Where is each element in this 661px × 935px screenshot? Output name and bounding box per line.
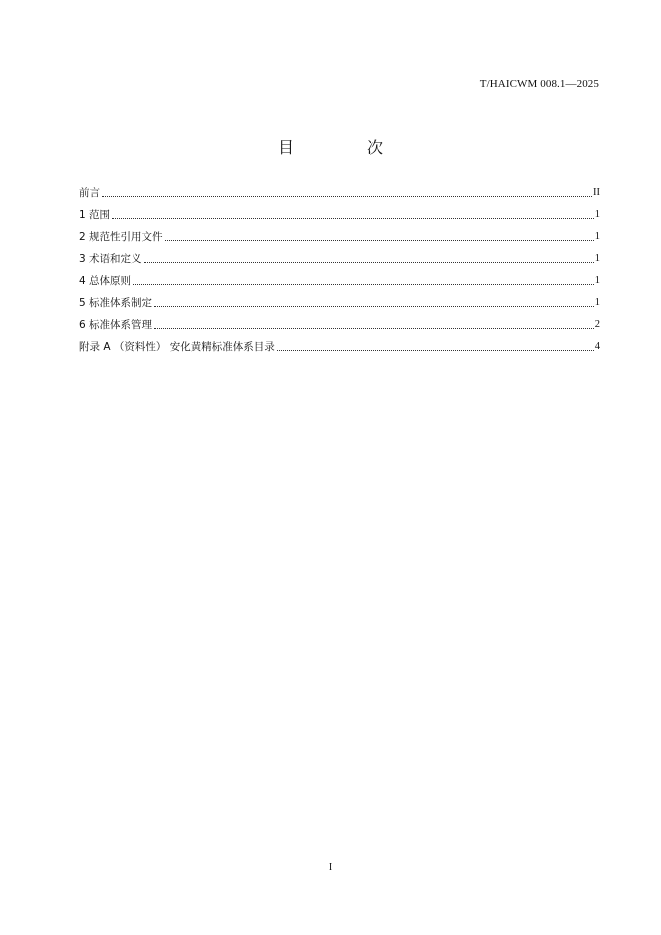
toc-list xyxy=(79,178,600,354)
page-number: I xyxy=(328,862,333,873)
toc-entry-label: 5 标准体系制定 xyxy=(79,297,153,309)
toc-entry-foreword[interactable] xyxy=(79,178,600,200)
toc-entry-page: 2 xyxy=(594,319,600,330)
toc-entry-page: II xyxy=(593,187,600,198)
toc-dot-leader xyxy=(277,349,594,351)
toc-entry-page: 1 xyxy=(594,297,600,308)
toc-dot-leader xyxy=(154,305,594,307)
toc-entry-appendix-a[interactable] xyxy=(79,332,600,354)
toc-entry-normative-references[interactable] xyxy=(79,222,600,244)
toc-entry-label: 附录 A （资料性） 安化黄精标准体系目录 xyxy=(79,341,275,353)
toc-dot-leader xyxy=(112,217,594,219)
toc-entry-label: 6 标准体系管理 xyxy=(79,319,153,331)
toc-entry-label: 1 范围 xyxy=(79,209,111,221)
toc-entry-terms[interactable] xyxy=(79,244,600,266)
toc-entry-label: 3 术语和定义 xyxy=(79,253,142,265)
toc-dot-leader xyxy=(102,195,592,197)
toc-entry-page: 4 xyxy=(594,341,600,352)
toc-entry-system-management[interactable] xyxy=(79,310,600,332)
toc-entry-scope[interactable] xyxy=(79,200,600,222)
toc-dot-leader xyxy=(133,283,594,285)
document-code: T/HAICWM 008.1—2025 xyxy=(479,78,599,90)
toc-entry-page: 1 xyxy=(594,231,600,242)
toc-title: 目 次 xyxy=(277,138,418,157)
toc-dot-leader xyxy=(154,327,594,329)
toc-entry-label: 4 总体原则 xyxy=(79,275,132,287)
toc-entry-system-formulation[interactable] xyxy=(79,288,600,310)
toc-dot-leader xyxy=(165,239,594,241)
toc-entry-label: 前言 xyxy=(79,187,100,199)
toc-entry-page: 1 xyxy=(594,209,600,220)
toc-entry-page: 1 xyxy=(594,275,600,286)
toc-entry-page: 1 xyxy=(594,253,600,264)
toc-dot-leader xyxy=(144,261,594,263)
toc-entry-principles[interactable] xyxy=(79,266,600,288)
toc-entry-label: 2 规范性引用文件 xyxy=(79,231,163,243)
